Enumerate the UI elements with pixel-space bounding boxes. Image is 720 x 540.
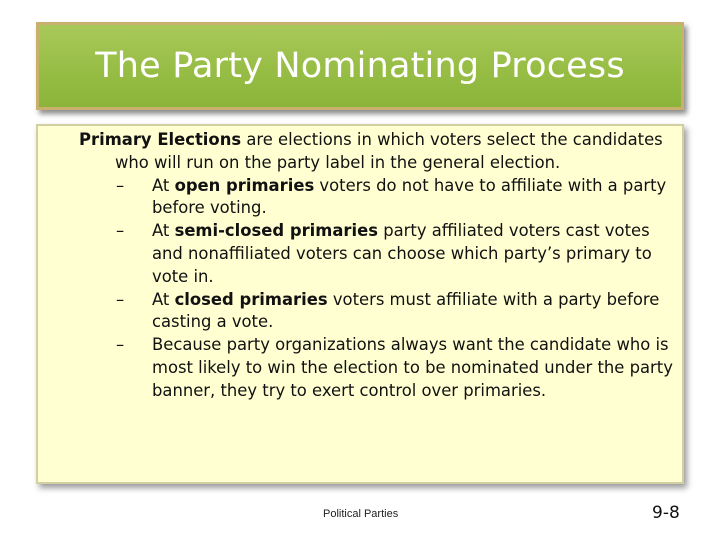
content-text (79, 129, 679, 403)
bullet-prefix: At (152, 289, 175, 309)
slide-title: The Party Nominating Process (95, 46, 625, 86)
main-term: Primary Elections (79, 130, 242, 149)
bullet-term: open primaries (174, 175, 315, 195)
bullet-party-control (79, 334, 679, 402)
bullet-dash: – (116, 335, 125, 355)
bullet-closed-primaries (79, 289, 679, 335)
main-text: are elections in which voters select the candidates who will run on the party label in the general election. (115, 130, 663, 172)
bullet-prefix: At (152, 221, 175, 241)
bullet-text: voters do not have to affiliate with a party before voting. (152, 175, 667, 218)
bullet-dash: – (116, 175, 125, 195)
bullet-text: Because party organizations always want the candidate who is most likely to win the election to be nominated under the party banner, they try to exert control over primaries. (152, 335, 673, 400)
main-paragraph (79, 129, 679, 175)
page-number: 9-8 (652, 503, 680, 523)
bullet-open-primaries (79, 175, 679, 221)
title-banner (36, 22, 684, 110)
bullet-text: party affiliated voters cast votes and nonaffiliated voters can choose which party’s primary to vote in. (152, 221, 652, 286)
bullet-prefix: At (152, 175, 175, 195)
bullet-dash: – (116, 289, 125, 309)
bullet-term: semi-closed primaries (174, 221, 378, 241)
bullet-text: voters must affiliate with a party before casting a vote. (152, 289, 660, 332)
footer-label: Political Parties (323, 508, 399, 520)
bullet-term: closed primaries (174, 289, 328, 309)
bullet-dash: – (116, 221, 125, 241)
bullet-semi-closed-primaries (79, 220, 679, 288)
